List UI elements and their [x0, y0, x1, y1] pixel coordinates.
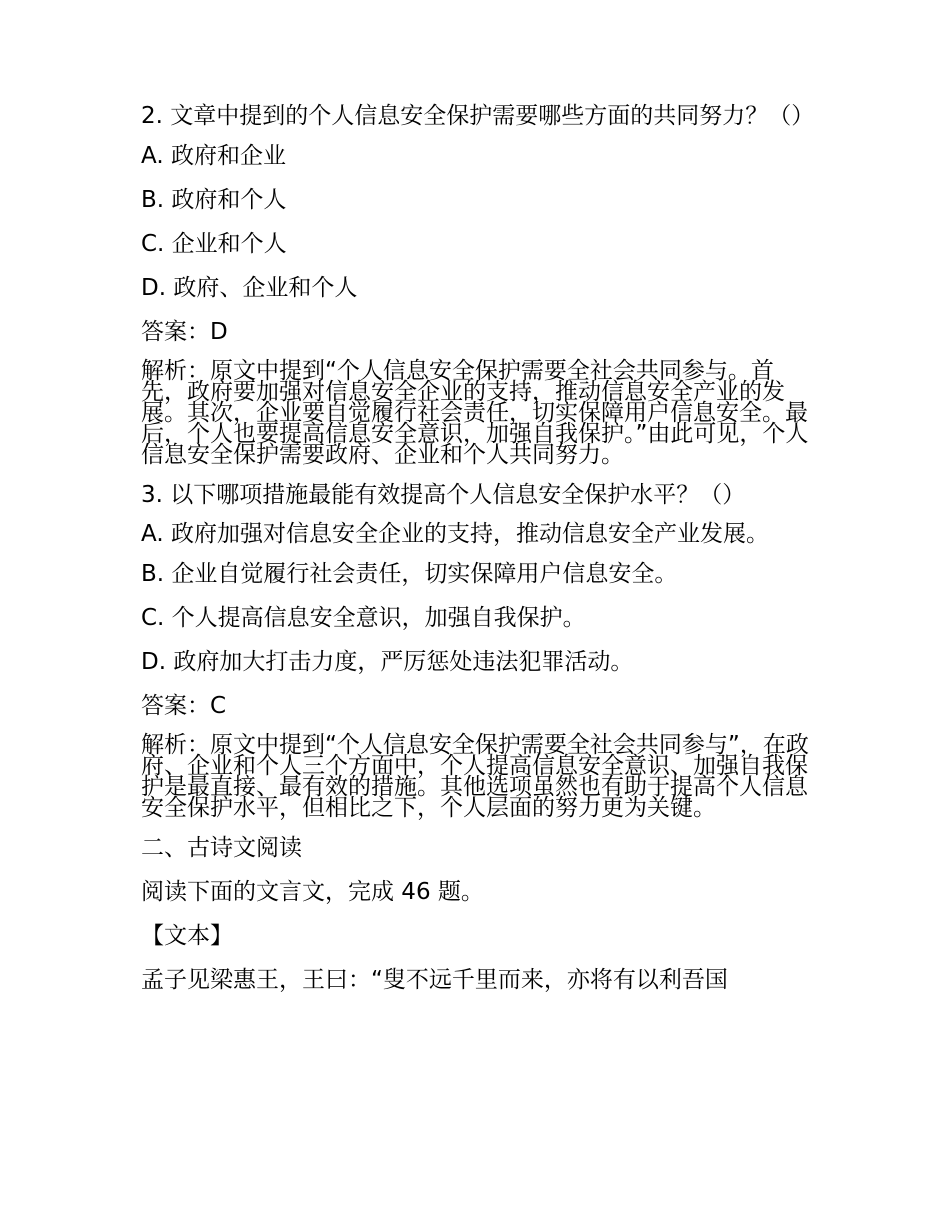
text-label: 【文本】 [141, 923, 233, 949]
q2-option-b: B. 政府和个人 [141, 187, 287, 213]
q2-option-c: C. 企业和个人 [141, 231, 287, 257]
q2-analysis: 解析：原文中提到“个人信息安全保护需要全社会共同参与。首先，政府要加强对信息安全企业的支持，推动信息安全产业的发展。其次，企业要自觉履行社会责任，切实保障用户信息安全。最后，个人也要提高信息安全意识，加强自我保护。”由此可见，个人信息安全保护需要政府、企业和个人共同努力。 [141, 358, 809, 468]
q3-answer: 答案：C [141, 693, 227, 719]
q2-answer: 答案：D [141, 319, 228, 345]
q3-option-b: B. 企业自觉履行社会责任，切实保障用户信息安全。 [141, 561, 678, 587]
classical-text-line: 孟子见梁惠王，王曰：“叟不远千里而来，亦将有以利吾国 [141, 967, 728, 993]
q2-option-d: D. 政府、企业和个人 [141, 275, 358, 301]
q3-option-c: C. 个人提高信息安全意识，加强自我保护。 [141, 605, 586, 631]
section-instruction: 阅读下面的文言文，完成 46 题。 [141, 879, 484, 905]
document-content [141, 103, 815, 1009]
section-heading: 二、古诗文阅读 [141, 835, 302, 861]
question-3: 3. 以下哪项措施最能有效提高个人信息安全保护水平？（） [141, 482, 746, 508]
q2-option-a: A. 政府和企业 [141, 143, 286, 169]
question-2: 2. 文章中提到的个人信息安全保护需要哪些方面的共同努力？（） [141, 103, 815, 129]
q3-analysis: 解析：原文中提到“个人信息安全保护需要全社会共同参与”，在政府、企业和个人三个方面中，个人提高信息安全意识、加强自我保护是最直接、最有效的措施。其他选项虽然也有助于提高个人信息安全保护水平，但相比之下，个人层面的努力更为关键。 [141, 732, 809, 821]
q3-option-a: A. 政府加强对信息安全企业的支持，推动信息安全产业发展。 [141, 521, 769, 547]
q3-option-d: D. 政府加大打击力度，严厉惩处违法犯罪活动。 [141, 649, 634, 675]
